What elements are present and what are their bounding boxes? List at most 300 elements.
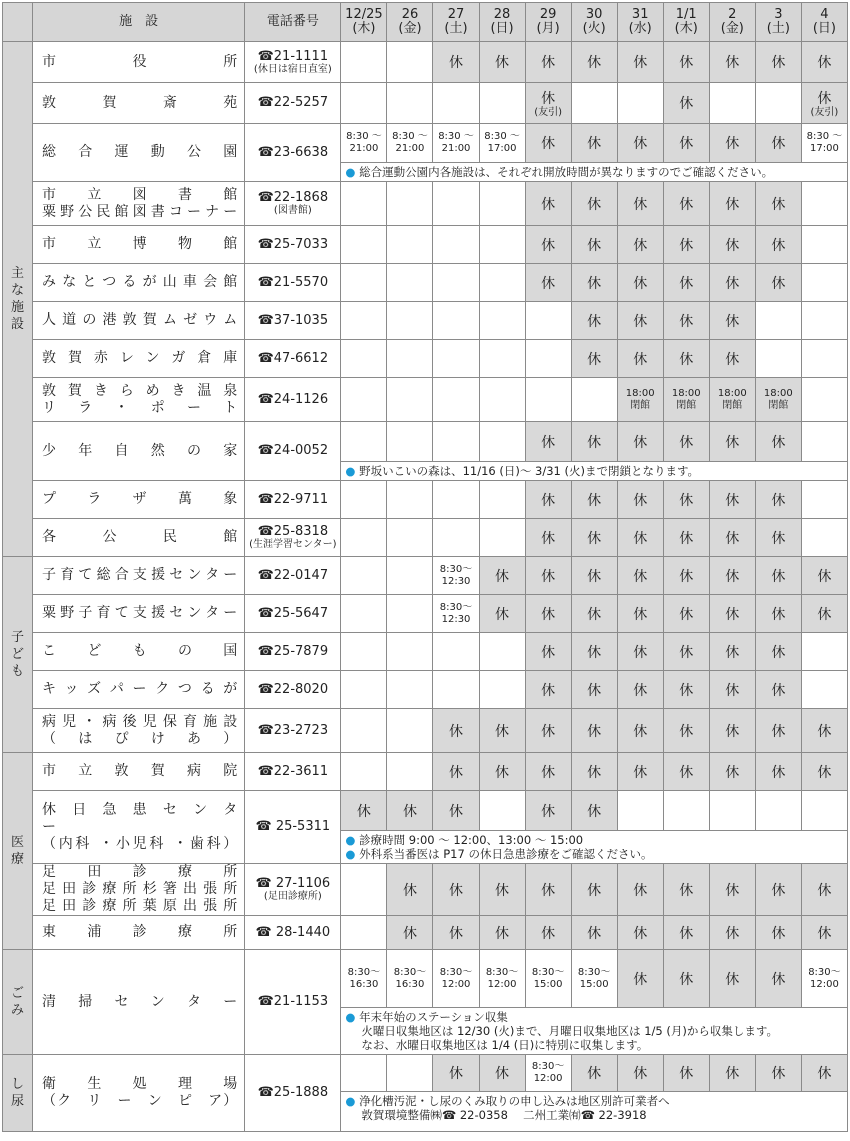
day-cell: 休 [433, 916, 479, 950]
day-cell [433, 633, 479, 671]
day-cell: 休 [801, 753, 847, 791]
facility-phone: ☎22-0147 [245, 557, 341, 595]
day-cell: 休 [617, 595, 663, 633]
table-row [3, 422, 848, 462]
day-cell: 休 [663, 864, 709, 916]
day-cell [387, 709, 433, 753]
header-day: 28 (日) [479, 3, 525, 42]
facility-phone: ☎24-0052 [245, 422, 341, 481]
day-cell: 休 [571, 791, 617, 831]
facility-phone: ☎37-1035 [245, 302, 341, 340]
day-cell: 休 [525, 124, 571, 163]
facility-name: 市 役 所 [33, 42, 245, 83]
day-cell [433, 481, 479, 519]
day-cell: 8:30～ 12:30 [433, 595, 479, 633]
day-cell: 休 [571, 633, 617, 671]
day-cell: 休 [755, 1055, 801, 1092]
day-cell [433, 302, 479, 340]
category-garbage: ご み [3, 950, 33, 1055]
day-cell [479, 302, 525, 340]
facility-phone: ☎25-1888 [245, 1055, 341, 1132]
day-cell: 休 [479, 1055, 525, 1092]
day-cell [433, 671, 479, 709]
day-cell: 休 [801, 557, 847, 595]
day-cell: 休 [663, 422, 709, 462]
bullet-icon: ● [345, 847, 360, 861]
header-day: 3 (土) [755, 3, 801, 42]
day-cell: 8:30～ 15:00 [571, 950, 617, 1008]
day-cell: 休 [479, 557, 525, 595]
day-cell [709, 83, 755, 124]
day-cell: 休 [755, 42, 801, 83]
day-cell: 休 [479, 916, 525, 950]
day-cell [479, 378, 525, 422]
day-cell [433, 378, 479, 422]
table-row [3, 864, 848, 916]
day-cell: 休 [709, 42, 755, 83]
day-cell: 8:30～ 12:00 [801, 950, 847, 1008]
table-row [3, 124, 848, 163]
day-cell: 休 [479, 864, 525, 916]
day-cell: 8:30～ 12:00 [479, 950, 525, 1008]
day-cell [387, 557, 433, 595]
day-cell [341, 519, 387, 557]
day-cell: 休 [617, 753, 663, 791]
day-cell [801, 519, 847, 557]
day-cell: 休 [755, 916, 801, 950]
day-cell: 休 [525, 709, 571, 753]
day-cell [617, 791, 663, 831]
day-cell: 休 [525, 519, 571, 557]
day-cell [433, 264, 479, 302]
day-cell: 休 [617, 519, 663, 557]
day-cell: 18:00 閉館 [709, 378, 755, 422]
day-cell: 休 [617, 671, 663, 709]
day-cell: 休 [663, 264, 709, 302]
facility-phone: ☎23-6638 [245, 124, 341, 182]
header-category [3, 3, 33, 42]
day-cell: 休 [709, 182, 755, 226]
bullet-icon: ● [345, 464, 360, 478]
day-cell [801, 182, 847, 226]
day-cell: 休 [755, 753, 801, 791]
day-cell: 休 [617, 557, 663, 595]
day-cell [801, 226, 847, 264]
day-cell: 休 [617, 422, 663, 462]
day-cell [801, 671, 847, 709]
facility-phone: ☎ 28-1440 [245, 916, 341, 950]
day-cell: 休 [617, 916, 663, 950]
day-cell: 休 (友引) [525, 83, 571, 124]
day-cell: 休 [571, 302, 617, 340]
facility-phone: ☎24-1126 [245, 378, 341, 422]
day-cell [387, 182, 433, 226]
table-row [3, 182, 848, 226]
day-cell [341, 302, 387, 340]
facility-name: 市 立 図 書 館 粟野公民館図書コーナー [33, 182, 245, 226]
day-cell: 休 [571, 226, 617, 264]
facility-phone: ☎22-8020 [245, 671, 341, 709]
facility-name: 清 掃 セ ン タ ー [33, 950, 245, 1055]
facility-name: 敦賀きらめき温泉 リ ラ ・ ポ ー ト [33, 378, 245, 422]
day-cell [341, 182, 387, 226]
day-cell: 休 [755, 709, 801, 753]
day-cell: 休 [525, 864, 571, 916]
day-cell: 休 [617, 481, 663, 519]
day-cell: 休 [617, 264, 663, 302]
facility-name: 市 立 敦 賀 病 院 [33, 753, 245, 791]
day-cell: 休 [571, 864, 617, 916]
facility-name: 総 合 運 動 公 園 [33, 124, 245, 182]
day-cell [341, 1055, 387, 1092]
day-cell: 休 [709, 595, 755, 633]
day-cell [341, 864, 387, 916]
day-cell: 休 [663, 1055, 709, 1092]
facility-phone: ☎23-2723 [245, 709, 341, 753]
day-cell: 休 [617, 302, 663, 340]
day-cell: 休 [755, 864, 801, 916]
day-cell: 8:30～ 12:30 [433, 557, 479, 595]
day-cell [387, 340, 433, 378]
day-cell [387, 42, 433, 83]
day-cell [663, 791, 709, 831]
day-cell: 休 [571, 264, 617, 302]
day-cell [341, 557, 387, 595]
day-cell: 休 [571, 671, 617, 709]
day-cell: 休 [801, 42, 847, 83]
day-cell [433, 519, 479, 557]
header-day: 31 (水) [617, 3, 663, 42]
day-cell: 休 [709, 950, 755, 1008]
day-cell [479, 226, 525, 264]
day-cell [387, 302, 433, 340]
day-cell: 休 [709, 481, 755, 519]
day-cell: 休 [663, 124, 709, 163]
day-cell: 休 [801, 864, 847, 916]
day-cell: 8:30 ～ 21:00 [433, 124, 479, 163]
facility-phone: ☎22-1868 (図書館) [245, 182, 341, 226]
table-row [3, 633, 848, 671]
day-cell [341, 378, 387, 422]
day-cell: 休 [479, 42, 525, 83]
table-row [3, 916, 848, 950]
day-cell: 休 [571, 124, 617, 163]
facility-phone: ☎ 27-1106 (足田診療所) [245, 864, 341, 916]
day-cell [387, 83, 433, 124]
day-cell [801, 633, 847, 671]
day-cell: 休 [571, 709, 617, 753]
facility-phone: ☎22-9711 [245, 481, 341, 519]
day-cell: 休 [525, 557, 571, 595]
day-cell: 休 [433, 1055, 479, 1092]
day-cell: 休 [617, 182, 663, 226]
table-row [3, 519, 848, 557]
facility-name: 敦 賀 斎 苑 [33, 83, 245, 124]
day-cell: 休 [663, 950, 709, 1008]
facility-name: 休 日 急 患 セ ン タ ー （内科 ・小児科 ・歯科） [33, 791, 245, 864]
day-cell [433, 226, 479, 264]
table-row [3, 302, 848, 340]
day-cell [479, 182, 525, 226]
day-cell: 休 [571, 481, 617, 519]
day-cell: 休 [571, 1055, 617, 1092]
day-cell: 休 [479, 709, 525, 753]
day-cell [341, 481, 387, 519]
table-row [3, 709, 848, 753]
day-cell: 休 [801, 916, 847, 950]
day-cell: 休 [709, 519, 755, 557]
header-facility: 施 設 [33, 3, 245, 42]
day-cell: 休 [571, 519, 617, 557]
day-cell [479, 671, 525, 709]
day-cell: 休 [801, 709, 847, 753]
day-cell [755, 340, 801, 378]
table-row [3, 595, 848, 633]
day-cell: 休 [433, 42, 479, 83]
day-cell [341, 595, 387, 633]
facility-name: 各 公 民 館 [33, 519, 245, 557]
header-day: 30 (火) [571, 3, 617, 42]
day-cell: 休 [801, 595, 847, 633]
facility-phone: ☎25-7879 [245, 633, 341, 671]
header-phone: 電話番号 [245, 3, 341, 42]
day-cell: 休 [617, 340, 663, 378]
category-urine: し 尿 [3, 1055, 33, 1132]
header-day: 27 (土) [433, 3, 479, 42]
day-cell: 休 [479, 595, 525, 633]
day-cell: 休 [571, 753, 617, 791]
day-cell: 休 [801, 1055, 847, 1092]
facility-phone: ☎22-3611 [245, 753, 341, 791]
day-cell: 休 [663, 595, 709, 633]
day-cell: 休 [479, 753, 525, 791]
table-row [3, 671, 848, 709]
day-cell: 休 [525, 753, 571, 791]
day-cell [341, 671, 387, 709]
day-cell [387, 519, 433, 557]
day-cell: 休 [571, 422, 617, 462]
day-cell [433, 83, 479, 124]
header-day: 29 (月) [525, 3, 571, 42]
day-cell [479, 481, 525, 519]
day-cell [341, 422, 387, 462]
day-cell [801, 422, 847, 462]
day-cell [341, 226, 387, 264]
facility-note: ● 浄化槽汚泥・し尿のくみ取りの申し込みは地区別許可業者へ 敦賀環境整備㈱☎ 22-0358 二州工業㈲☎ 22-3918 [341, 1092, 848, 1132]
day-cell [387, 753, 433, 791]
header-day: 26 (金) [387, 3, 433, 42]
day-cell: 休 [709, 557, 755, 595]
day-cell: 休 [571, 182, 617, 226]
day-cell [387, 671, 433, 709]
day-cell: 休 [387, 791, 433, 831]
day-cell [479, 83, 525, 124]
day-cell: 休 [617, 709, 663, 753]
day-cell [801, 340, 847, 378]
day-cell: 休 [617, 124, 663, 163]
day-cell: 休 [525, 633, 571, 671]
category-main: 主 な 施 設 [3, 42, 33, 557]
facility-phone: ☎21-5570 [245, 264, 341, 302]
table-row [3, 378, 848, 422]
day-cell: 休 [709, 753, 755, 791]
day-cell: 休 [433, 864, 479, 916]
day-cell: 休 [617, 633, 663, 671]
facility-name: 病児・病後児保育施設 （ は ぴ け あ ） [33, 709, 245, 753]
day-cell: 休 [755, 950, 801, 1008]
day-cell [617, 83, 663, 124]
bullet-icon: ● [345, 1094, 360, 1108]
day-cell [387, 422, 433, 462]
facility-note: ● 総合運動公園内各施設は、それぞれ開放時間が異なりますのでご確認ください。 [341, 163, 848, 182]
day-cell: 休 [663, 633, 709, 671]
day-cell [709, 791, 755, 831]
day-cell: 18:00 閉館 [617, 378, 663, 422]
day-cell: 休 [387, 864, 433, 916]
day-cell [387, 595, 433, 633]
day-cell: 休 [617, 950, 663, 1008]
day-cell [341, 340, 387, 378]
facility-note: ● 診療時間 9:00 ～ 12:00、13:00 ～ 15:00 ● 外科系当番医は P17 の休日急患診療をご確認ください。 [341, 831, 848, 864]
day-cell: 休 [433, 791, 479, 831]
day-cell: 休 [755, 182, 801, 226]
table-row [3, 950, 848, 1008]
facility-name: 少 年 自 然 の 家 [33, 422, 245, 481]
category-child: 子 ど も [3, 557, 33, 753]
day-cell [755, 791, 801, 831]
day-cell: 休 [755, 633, 801, 671]
day-cell: 休 [341, 791, 387, 831]
facility-note: ● 野坂いこいの森は、11/16 (日)～ 3/31 (火)まで閉鎖となります。 [341, 462, 848, 481]
day-cell: 休 [663, 42, 709, 83]
day-cell [479, 340, 525, 378]
day-cell: 休 [709, 633, 755, 671]
day-cell: 休 [663, 226, 709, 264]
day-cell [801, 481, 847, 519]
holiday-schedule-table [2, 2, 848, 1132]
day-cell: 休 [709, 422, 755, 462]
day-cell [801, 378, 847, 422]
day-cell: 休 [755, 595, 801, 633]
day-cell: 休 [755, 519, 801, 557]
category-medical: 医 療 [3, 753, 33, 950]
facility-phone: ☎21-1153 [245, 950, 341, 1055]
day-cell: 8:30～ 16:30 [341, 950, 387, 1008]
table-row [3, 83, 848, 124]
bullet-icon: ● [345, 1010, 360, 1024]
facility-name: 東 浦 診 療 所 [33, 916, 245, 950]
day-cell [755, 302, 801, 340]
day-cell [479, 422, 525, 462]
day-cell: 休 [663, 481, 709, 519]
facility-name: 人道の港敦賀ムゼウム [33, 302, 245, 340]
day-cell: 休 [709, 226, 755, 264]
day-cell: 18:00 閉館 [755, 378, 801, 422]
table-row [3, 1055, 848, 1092]
table-row [3, 557, 848, 595]
header-day: 1/1 (木) [663, 3, 709, 42]
day-cell [801, 264, 847, 302]
day-cell [479, 633, 525, 671]
day-cell [341, 83, 387, 124]
day-cell [571, 83, 617, 124]
day-cell: 8:30 ～ 21:00 [387, 124, 433, 163]
day-cell: 休 [525, 264, 571, 302]
day-cell: 休 [755, 481, 801, 519]
day-cell: 休 [709, 264, 755, 302]
day-cell [433, 182, 479, 226]
header-day: 4 (日) [801, 3, 847, 42]
day-cell: 休 [571, 42, 617, 83]
day-cell: 休 [755, 671, 801, 709]
day-cell: 休 [525, 422, 571, 462]
bullet-icon: ● [345, 165, 360, 179]
day-cell: 8:30～ 12:00 [525, 1055, 571, 1092]
table-row [3, 264, 848, 302]
day-cell [571, 378, 617, 422]
day-cell: 休 [663, 753, 709, 791]
day-cell [341, 633, 387, 671]
day-cell: 休 [433, 753, 479, 791]
day-cell [341, 916, 387, 950]
day-cell [387, 378, 433, 422]
facility-name: 市 立 博 物 館 [33, 226, 245, 264]
facility-name: 子育て総合支援センター [33, 557, 245, 595]
day-cell: 8:30 ～ 17:00 [801, 124, 847, 163]
facility-name: 敦賀赤レンガ倉庫 [33, 340, 245, 378]
day-cell: 休 [663, 519, 709, 557]
day-cell [341, 753, 387, 791]
day-cell: 8:30～ 12:00 [433, 950, 479, 1008]
day-cell [387, 264, 433, 302]
facility-name: こ ど も の 国 [33, 633, 245, 671]
day-cell: 休 [525, 595, 571, 633]
day-cell: 休 [709, 302, 755, 340]
facility-name: キッズパークつるが [33, 671, 245, 709]
facility-name: プ ラ ザ 萬 象 [33, 481, 245, 519]
facility-phone: ☎25-8318 (生涯学習センター) [245, 519, 341, 557]
table-row [3, 340, 848, 378]
day-cell: 休 [617, 1055, 663, 1092]
day-cell [479, 519, 525, 557]
facility-phone: ☎22-5257 [245, 83, 341, 124]
day-cell [433, 340, 479, 378]
day-cell [801, 791, 847, 831]
facility-phone: ☎25-5647 [245, 595, 341, 633]
day-cell: 18:00 閉館 [663, 378, 709, 422]
day-cell [341, 709, 387, 753]
day-cell [755, 83, 801, 124]
facility-phone: ☎47-6612 [245, 340, 341, 378]
header-day: 2 (金) [709, 3, 755, 42]
day-cell: 休 [525, 916, 571, 950]
day-cell [387, 1055, 433, 1092]
facility-phone: ☎25-7033 [245, 226, 341, 264]
day-cell [525, 302, 571, 340]
day-cell: 休 [709, 864, 755, 916]
day-cell: 休 [709, 709, 755, 753]
day-cell [387, 226, 433, 264]
facility-name: 衛 生 処 理 場 （ク リ ー ン ピ ア） [33, 1055, 245, 1132]
day-cell [433, 422, 479, 462]
day-cell: 8:30 ～ 21:00 [341, 124, 387, 163]
table-row [3, 791, 848, 831]
facility-name: 粟野子育て支援センター [33, 595, 245, 633]
day-cell: 8:30～ 16:30 [387, 950, 433, 1008]
day-cell: 休 [663, 302, 709, 340]
day-cell: 休 (友引) [801, 83, 847, 124]
day-cell: 休 [525, 182, 571, 226]
